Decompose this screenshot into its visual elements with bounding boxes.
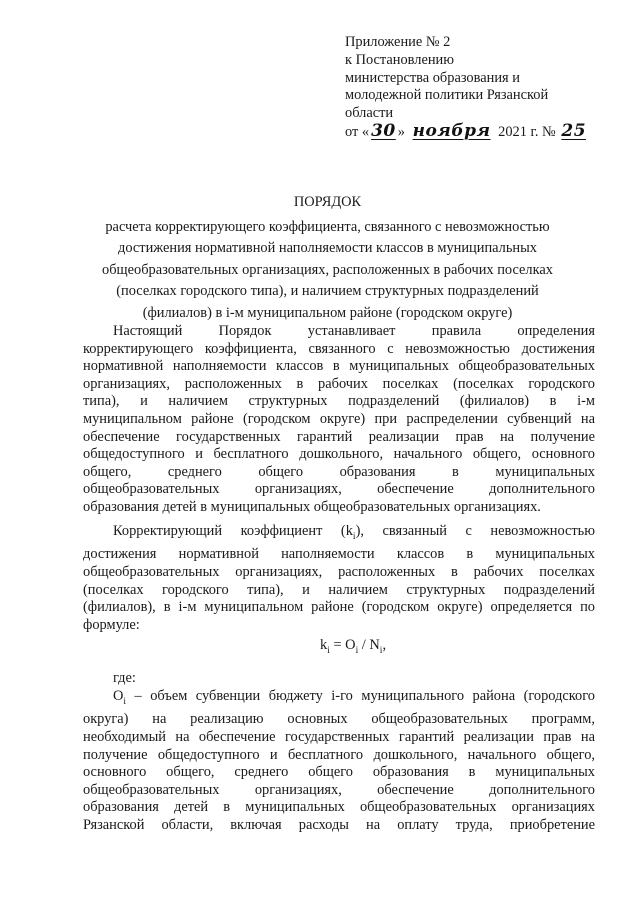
paragraph-line: общеобразовательных организациях, обеспечение дополнительного	[83, 781, 595, 798]
title-line: расчета корректирующего коэффициента, связанного с невозможностью	[105, 218, 550, 235]
paragraph-line: муниципальном районе (городском округе) при распределении субвенций на	[83, 410, 595, 427]
paragraph-line: общедоступного и бесплатного дошкольного, начального общего, основного	[83, 446, 595, 463]
paragraph-line: образования детей в муниципальных общеобразовательных организациях.	[83, 498, 541, 515]
paragraph-line: (филиалов), в i-м муниципальном районе (городском округе) определяется по	[83, 599, 595, 616]
paragraph-line: формуле:	[83, 616, 140, 633]
where-label: где:	[113, 670, 136, 686]
document-title	[60, 192, 595, 324]
appendix-date-line	[345, 120, 605, 142]
paragraph-line: организациях, расположенных в рабочих поселках (поселках городского	[83, 375, 595, 392]
date-year: 2021 г. №	[498, 123, 556, 140]
paragraph-line: $O_i$ – объем субвенции бюджету i-го муниципального района (городского	[113, 688, 595, 707]
appendix-ministry-line: министерства образования и	[345, 69, 520, 86]
document-number-handwritten: 25	[561, 120, 587, 141]
formula: $k_i = O_i / N_i$,	[320, 637, 387, 656]
paragraph-coefficient	[83, 523, 595, 634]
paragraph-line: обеспечение государственных гарантий реализации прав на получение	[83, 428, 595, 445]
appendix-header	[345, 34, 605, 142]
paragraph-line: общего, среднего общего образования в муниципальных	[83, 463, 595, 480]
paragraph-definition	[83, 688, 595, 835]
paragraph-line: корректирующего коэффициента, связанного с невозможностью достижения	[83, 340, 595, 357]
date-month-handwritten: ноября	[412, 120, 491, 141]
paragraph-line: общеобразовательных организациях, расположенных в рабочих поселках	[83, 564, 595, 581]
paragraph-line: типа), и наличием структурных подразделений (филиалов) в i-м	[83, 393, 595, 410]
appendix-number: Приложение № 2	[345, 34, 451, 50]
date-separator: »	[397, 123, 405, 140]
appendix-ministry-line-2: молодежной политики Рязанской	[345, 87, 549, 104]
title-line: (поселках городского типа), и наличием структурных подразделений	[116, 283, 539, 299]
paragraph-line: (поселках городского типа), и наличием структурных подразделений	[83, 581, 595, 598]
paragraph-line: Рязанской области, включая расходы на оплату труда, приобретение	[83, 817, 595, 834]
paragraph-line: основного общего, среднего общего образования в муниципальных	[83, 764, 595, 781]
paragraph-line: общеобразовательных организациях, обеспечение дополнительного	[83, 481, 595, 498]
paragraph-line: округа) на реализацию основных общеобразовательных программ,	[83, 711, 595, 728]
paragraph-line: Корректирующий коэффициент $(k_i)$, связанный с невозможностью	[113, 523, 595, 542]
date-prefix: от «	[345, 123, 370, 140]
paragraph-line: получение общедоступного и бесплатного дошкольного, начального общего,	[83, 746, 595, 763]
paragraph-scope	[83, 323, 595, 517]
paragraph-line: образования детей в муниципальных общеобразовательных организациях	[83, 799, 595, 816]
title-word: ПОРЯДОК	[293, 194, 362, 210]
paragraph-line: необходимый на обеспечение государственных гарантий реализации прав на	[83, 729, 595, 746]
title-line: достижения нормативной наполняемости классов в муниципальных	[118, 240, 537, 256]
date-day-handwritten: 30	[371, 120, 396, 141]
paragraph-line: Настоящий Порядок устанавливает правила определения	[113, 323, 595, 339]
appendix-ref-line: к Постановлению	[345, 51, 454, 68]
appendix-region-line: области	[345, 105, 394, 122]
title-line: (филиалов) в i-м муниципальном районе (городском округе)	[142, 304, 513, 321]
paragraph-line: нормативной наполняемости классов в муниципальных общеобразовательных	[83, 358, 595, 375]
paragraph-line: достижения нормативной наполняемости классов в муниципальных	[83, 546, 595, 563]
title-line: общеобразовательных организациях, расположенных в рабочих поселках	[102, 261, 553, 278]
